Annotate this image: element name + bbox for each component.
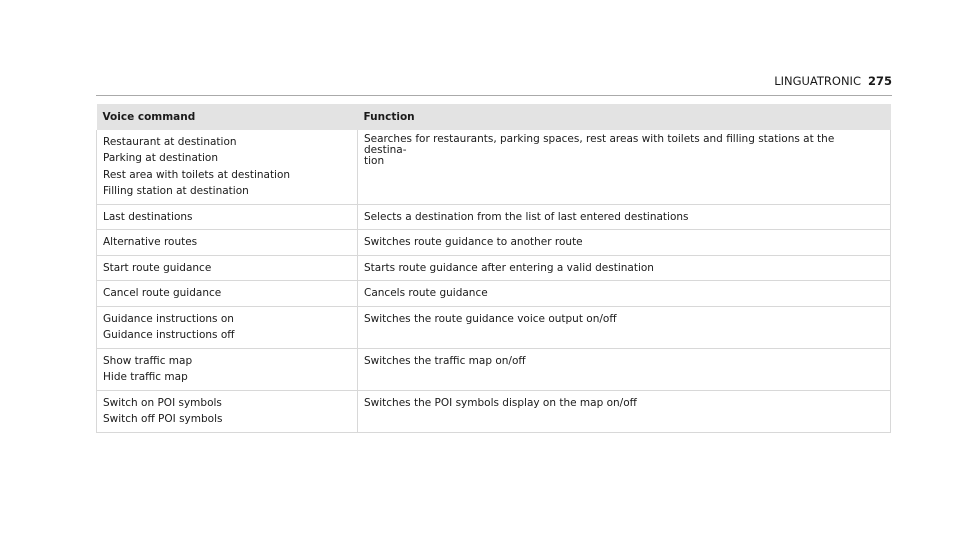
section-title: LINGUATRONIC [774, 74, 861, 88]
voice-command-cell [97, 204, 358, 230]
voice-command-table [96, 104, 891, 433]
table-row [97, 348, 891, 390]
function-cell [358, 230, 891, 256]
function-cell [358, 306, 891, 348]
table-row [97, 390, 891, 432]
voice-command: Last destinations [103, 210, 193, 223]
page-header [774, 74, 892, 88]
voice-command: Guidance instructions on [103, 312, 234, 325]
voice-command-cell [97, 281, 358, 307]
voice-command-cell [97, 348, 358, 390]
function-cell [358, 281, 891, 307]
function-cell [358, 255, 891, 281]
page-number: 275 [867, 74, 892, 88]
voice-command: Restaurant at destination [103, 135, 237, 148]
function-cell [358, 204, 891, 230]
voice-command: Guidance instructions off [103, 329, 235, 341]
voice-command: Filling station at destination [103, 185, 249, 197]
function-description: Switches the traffic map on/off [364, 354, 526, 367]
table-row [97, 306, 891, 348]
table-row [97, 281, 891, 307]
column-header-function: Function [358, 104, 891, 130]
table-row [97, 130, 891, 205]
function-description: Searches for restaurants, parking spaces, rest areas with toilets and filling stations at the destina- tion [364, 132, 835, 167]
table-row [97, 204, 891, 230]
function-cell [358, 390, 891, 432]
table-row [97, 255, 891, 281]
voice-command: Switch off POI symbols [103, 413, 223, 425]
column-header-voice-command: Voice command [97, 104, 358, 130]
voice-command-cell [97, 255, 358, 281]
table-row [97, 230, 891, 256]
voice-command-cell [97, 230, 358, 256]
function-description: Switches the POI symbols display on the map on/off [364, 396, 637, 409]
voice-command-cell [97, 390, 358, 432]
function-cell [358, 348, 891, 390]
voice-command: Alternative routes [103, 236, 198, 248]
voice-command: Hide traffic map [103, 371, 188, 383]
function-description: Selects a destination from the list of last entered destinations [364, 210, 689, 223]
voice-command: Show traffic map [103, 354, 193, 367]
voice-command: Switch on POI symbols [103, 396, 222, 409]
function-description: Switches route guidance to another route [364, 236, 583, 248]
voice-command: Rest area with toilets at destination [103, 168, 291, 181]
voice-command-cell [97, 306, 358, 348]
function-cell [358, 130, 891, 205]
voice-command-cell [97, 130, 358, 205]
function-description: Cancels route guidance [364, 287, 488, 299]
function-description: Starts route guidance after entering a valid destination [364, 261, 654, 274]
header-rule [96, 95, 892, 96]
function-description: Switches the route guidance voice output on/off [364, 312, 617, 325]
voice-command: Cancel route guidance [103, 287, 222, 299]
voice-command: Start route guidance [103, 261, 212, 274]
voice-command: Parking at destination [103, 152, 218, 164]
table-header-row [97, 104, 891, 130]
